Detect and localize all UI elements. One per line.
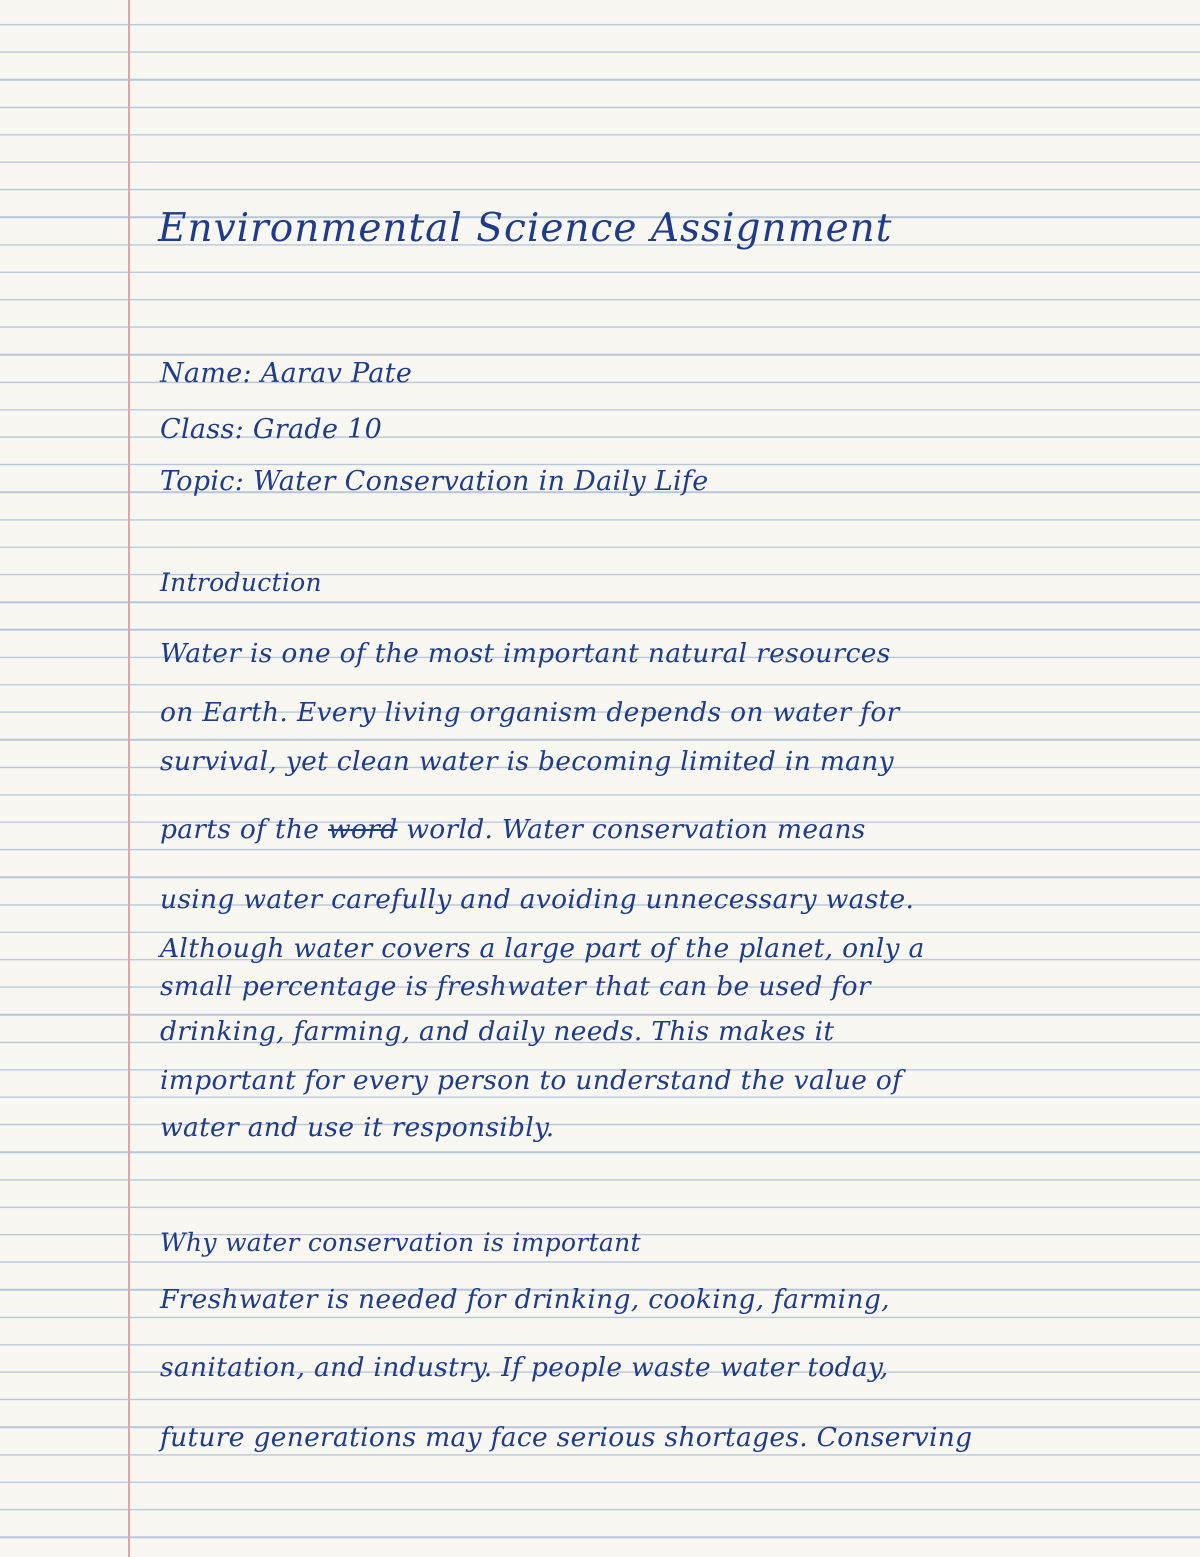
intro-line-4 [160,814,866,845]
intro-line-4-prefix: parts of the [160,814,320,845]
class-line: Class: Grade 10 [160,414,383,445]
intro-line-3: survival, yet clean water is becoming limited in many [160,746,894,777]
importance-line-2: sanitation, and industry. If people waste water today, [160,1352,889,1383]
importance-line-3: future generations may face serious shortages. Conserving [160,1422,973,1453]
intro-line-5: using water carefully and avoiding unnecessary waste. [160,884,915,915]
intro-line-1: Water is one of the most important natural resources [160,638,891,669]
crossed-out-word: word [328,814,398,845]
topic-line: Topic: Water Conservation in Daily Life [160,466,709,497]
margin-line [128,0,130,1557]
intro-line-10: water and use it responsibly. [160,1112,555,1143]
intro-line-6: Although water covers a large part of the planet, only a [160,933,925,964]
intro-line-2: on Earth. Every living organism depends on water for [160,697,900,728]
intro-line-9: important for every person to understand the value of [160,1065,903,1096]
intro-line-7: small percentage is freshwater that can be used for [160,971,871,1002]
intro-line-8: drinking, farming, and daily needs. This makes it [160,1016,835,1047]
importance-line-1: Freshwater is needed for drinking, cooking, farming, [160,1284,890,1315]
intro-line-4-rest: world. Water conservation means [406,814,866,845]
introduction-heading: Introduction [160,568,322,597]
assignment-title: Environmental Science Assignment [158,206,893,251]
name-line: Name: Aarav Pate [160,358,413,389]
importance-heading: Why water conservation is important [160,1228,641,1257]
